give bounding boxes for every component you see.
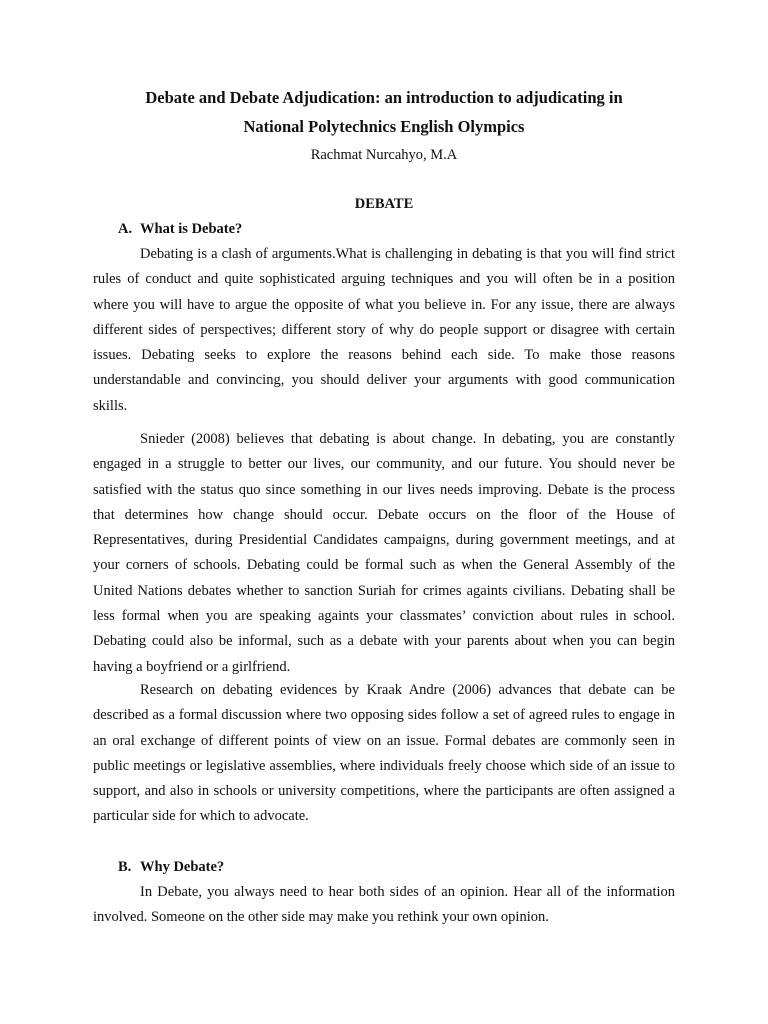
subheading-letter: B.	[118, 859, 132, 875]
subheading-text: What is Debate?	[140, 221, 243, 237]
document-title-line-2: National Polytechnics English Olympics	[243, 117, 525, 136]
paragraph-kraak-andre: Research on debating evidences by Kraak Andre (2006) advances that debate can be described as a formal discussion where two opposing sides follow a set of agreed rules to engage in an oral exchange of different points of view on an issue. Formal debates are commonly seen in public meetings or legislative assemblies, where individuals freely choose which side of an issue to support, and also in schools or university competitions, where the participants are often assigned a particular side for which to advocate.	[93, 682, 675, 825]
paragraph-snieder: Snieder (2008) believes that debating is about change. In debating, you are constantly engaged in a struggle to better our lives, our community, and our future. You should never be satisfied with the status quo since something in our lives needs improving. Debate is the process that determines how change should occur. Debate occurs on the floor of the House of Representatives, during Presidential Candidates campaigns, during government meetings, and at your corners of schools. Debating could be formal such as when the General Assembly of the United Nations debates whether to sanction Suriah for crimes againts civilians. Debating shall be less formal when you are speaking againts your classmates’ conviction about rules in school. Debating could also be informal, such as a debate with your parents about when you can begin having a boyfriend or a girlfriend.	[93, 431, 675, 675]
paragraph-hear-both-sides: In Debate, you always need to hear both sides of an opinion. Hear all of the information involved. Someone on the other side may make you rethink your own opinion.	[93, 884, 675, 926]
subheading-why-debate	[118, 859, 224, 876]
subheading-what-is-debate	[118, 221, 242, 238]
document-title-line-1: Debate and Debate Adjudication: an introduction to adjudicating in	[145, 88, 623, 107]
paragraph-debating-clash: Debating is a clash of arguments.What is challenging in debating is that you will find strict rules of conduct and quite sophisticated arguing techniques and you will often be in a position where you will have to argue the opposite of what you believe in. For any issue, there are always different sides of perspectives; different story of why do people support or disagree with certain issues. Debating seeks to explore the reasons behind each side. To make those reasons understandable and convincing, you should deliver your arguments with good communication skills.	[93, 246, 675, 414]
subheading-letter: A.	[118, 221, 133, 237]
subheading-text: Why Debate?	[140, 859, 225, 875]
section-heading-debate: DEBATE	[354, 196, 414, 212]
author-line: Rachmat Nurcahyo, M.A	[310, 147, 458, 163]
